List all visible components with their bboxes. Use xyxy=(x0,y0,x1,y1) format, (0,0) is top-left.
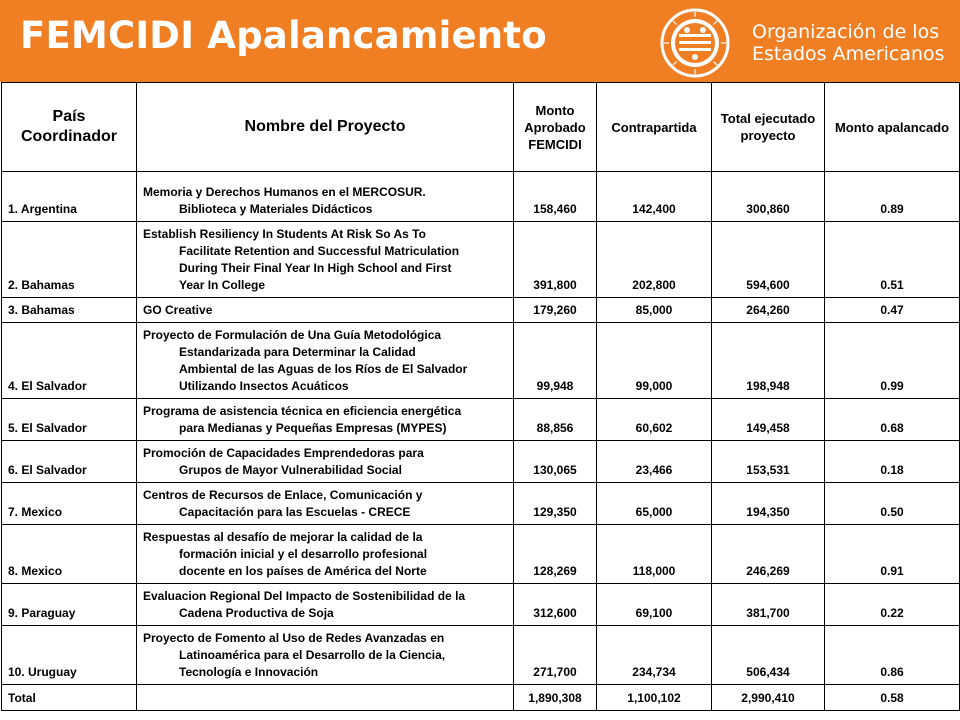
cell-apalancado: 0.50 xyxy=(825,483,960,525)
col-header-pais: País Coordinador xyxy=(2,83,137,172)
cell-total: 300,860 xyxy=(712,172,825,222)
cell-monto: 179,260 xyxy=(514,298,597,323)
org-name-line-1: Organización de los xyxy=(752,21,940,43)
cell-apalancado: 0.22 xyxy=(825,584,960,626)
col-header-proyecto: Nombre del Proyecto xyxy=(137,83,514,172)
table-row xyxy=(2,298,960,323)
cell-monto: 130,065 xyxy=(514,441,597,483)
project-name-line: Latinoamérica para el Desarrollo de la Ciencia, xyxy=(179,648,446,662)
cell-total-apalancado: 0.58 xyxy=(825,685,960,711)
project-name-line: Biblioteca y Materiales Didácticos xyxy=(179,202,373,216)
slide-title: FEMCIDI Apalancamiento xyxy=(20,14,547,57)
cell-pais: 8. Mexico xyxy=(2,525,137,584)
cell-total: 153,531 xyxy=(712,441,825,483)
project-name-line: Establish Resiliency In Students At Risk So As To xyxy=(143,227,426,241)
project-name-line: Centros de Recursos de Enlace, Comunicación y xyxy=(143,488,423,502)
project-name-line: formación inicial y el desarrollo profesional xyxy=(179,547,428,561)
slide-header xyxy=(0,0,960,82)
cell-pais: 6. El Salvador xyxy=(2,441,137,483)
table-row xyxy=(2,525,960,584)
project-name-line: Cadena Productiva de Soja xyxy=(179,606,334,620)
cell-proyecto xyxy=(137,584,514,626)
table-total-row xyxy=(2,685,960,711)
table-row xyxy=(2,222,960,298)
cell-proyecto xyxy=(137,525,514,584)
org-name xyxy=(752,21,945,65)
cell-total: 246,269 xyxy=(712,525,825,584)
project-name-line: Grupos de Mayor Vulnerabilidad Social xyxy=(179,463,402,477)
table-row xyxy=(2,441,960,483)
cell-proyecto xyxy=(137,298,514,323)
table-row xyxy=(2,323,960,399)
cell-contrapartida: 234,734 xyxy=(597,626,712,685)
cell-contrapartida: 85,000 xyxy=(597,298,712,323)
cell-monto: 271,700 xyxy=(514,626,597,685)
cell-pais: 5. El Salvador xyxy=(2,399,137,441)
project-name-line: Ambiental de las Aguas de los Ríos de El Salvador xyxy=(179,362,468,376)
oas-seal-icon xyxy=(660,8,730,78)
cell-pais: 4. El Salvador xyxy=(2,323,137,399)
leverage-table xyxy=(1,82,960,711)
cell-apalancado: 0.18 xyxy=(825,441,960,483)
cell-total-total: 2,990,410 xyxy=(712,685,825,711)
cell-pais: 9. Paraguay xyxy=(2,584,137,626)
cell-proyecto xyxy=(137,323,514,399)
project-name-line: Programa de asistencia técnica en eficiencia energética xyxy=(143,404,462,418)
cell-total: 594,600 xyxy=(712,222,825,298)
cell-monto: 312,600 xyxy=(514,584,597,626)
cell-contrapartida: 69,100 xyxy=(597,584,712,626)
cell-apalancado: 0.99 xyxy=(825,323,960,399)
cell-proyecto xyxy=(137,222,514,298)
cell-total: 506,434 xyxy=(712,626,825,685)
cell-contrapartida: 23,466 xyxy=(597,441,712,483)
cell-pais: 10. Uruguay xyxy=(2,626,137,685)
project-name-line: Year In College xyxy=(179,278,266,292)
cell-total: 194,350 xyxy=(712,483,825,525)
cell-proyecto xyxy=(137,626,514,685)
table-header-row xyxy=(2,83,960,172)
project-name-line: Promoción de Capacidades Emprendedoras para xyxy=(143,446,424,460)
cell-total: 149,458 xyxy=(712,399,825,441)
project-name-line: GO Creative xyxy=(143,303,213,317)
col-header-monto: Monto Aprobado FEMCIDI xyxy=(514,83,597,172)
table-row xyxy=(2,483,960,525)
cell-total: 381,700 xyxy=(712,584,825,626)
cell-total-contrapartida: 1,100,102 xyxy=(597,685,712,711)
project-name-line: Proyecto de Fomento al Uso de Redes Avanzadas en xyxy=(143,631,445,645)
project-name-line: Utilizando Insectos Acuáticos xyxy=(179,379,349,393)
col-header-total: Total ejecutado proyecto xyxy=(712,83,825,172)
cell-proyecto xyxy=(137,441,514,483)
project-name-line: docente en los países de América del Norte xyxy=(179,564,427,578)
cell-apalancado: 0.68 xyxy=(825,399,960,441)
cell-monto: 129,350 xyxy=(514,483,597,525)
cell-contrapartida: 142,400 xyxy=(597,172,712,222)
cell-total-monto: 1,890,308 xyxy=(514,685,597,711)
cell-pais: 7. Mexico xyxy=(2,483,137,525)
table-row xyxy=(2,399,960,441)
cell-proyecto xyxy=(137,483,514,525)
table-row xyxy=(2,172,960,222)
project-name-line: Estandarizada para Determinar la Calidad xyxy=(179,345,416,359)
cell-pais: 1. Argentina xyxy=(2,172,137,222)
cell-total-label: Total xyxy=(2,685,137,711)
cell-apalancado: 0.91 xyxy=(825,525,960,584)
table-row xyxy=(2,584,960,626)
cell-total: 198,948 xyxy=(712,323,825,399)
cell-pais: 2. Bahamas xyxy=(2,222,137,298)
cell-monto: 158,460 xyxy=(514,172,597,222)
cell-contrapartida: 99,000 xyxy=(597,323,712,399)
cell-contrapartida: 60,602 xyxy=(597,399,712,441)
cell-proyecto xyxy=(137,399,514,441)
project-name-line: Respuestas al desafío de mejorar la calidad de la xyxy=(143,530,423,544)
cell-apalancado: 0.86 xyxy=(825,626,960,685)
col-header-apalancado: Monto apalancado xyxy=(825,83,960,172)
project-name-line: Proyecto de Formulación de Una Guía Metodológica xyxy=(143,328,442,342)
col-header-contrapartida: Contrapartida xyxy=(597,83,712,172)
project-name-line: Capacitación para las Escuelas - CRECE xyxy=(179,505,411,519)
cell-contrapartida: 65,000 xyxy=(597,483,712,525)
cell-apalancado: 0.89 xyxy=(825,172,960,222)
cell-contrapartida: 202,800 xyxy=(597,222,712,298)
cell-monto: 391,800 xyxy=(514,222,597,298)
org-name-line-2: Estados Americanos xyxy=(752,43,945,65)
project-name-line: para Medianas y Pequeñas Empresas (MYPES) xyxy=(179,421,447,435)
project-name-line: During Their Final Year In High School and First xyxy=(179,261,452,275)
table-body xyxy=(2,172,960,711)
project-name-line: Facilitate Retention and Successful Matriculation xyxy=(179,244,460,258)
cell-apalancado: 0.47 xyxy=(825,298,960,323)
cell-monto: 88,856 xyxy=(514,399,597,441)
table-row xyxy=(2,626,960,685)
project-name-line: Evaluacion Regional Del Impacto de Sostenibilidad de la xyxy=(143,589,466,603)
cell-pais: 3. Bahamas xyxy=(2,298,137,323)
cell-monto: 128,269 xyxy=(514,525,597,584)
cell-total: 264,260 xyxy=(712,298,825,323)
cell-monto: 99,948 xyxy=(514,323,597,399)
project-name-line: Tecnología e Innovación xyxy=(179,665,319,679)
cell-total-proyecto xyxy=(137,685,514,711)
cell-proyecto xyxy=(137,172,514,222)
project-name-line: Memoria y Derechos Humanos en el MERCOSUR. xyxy=(143,185,426,199)
cell-contrapartida: 118,000 xyxy=(597,525,712,584)
cell-apalancado: 0.51 xyxy=(825,222,960,298)
